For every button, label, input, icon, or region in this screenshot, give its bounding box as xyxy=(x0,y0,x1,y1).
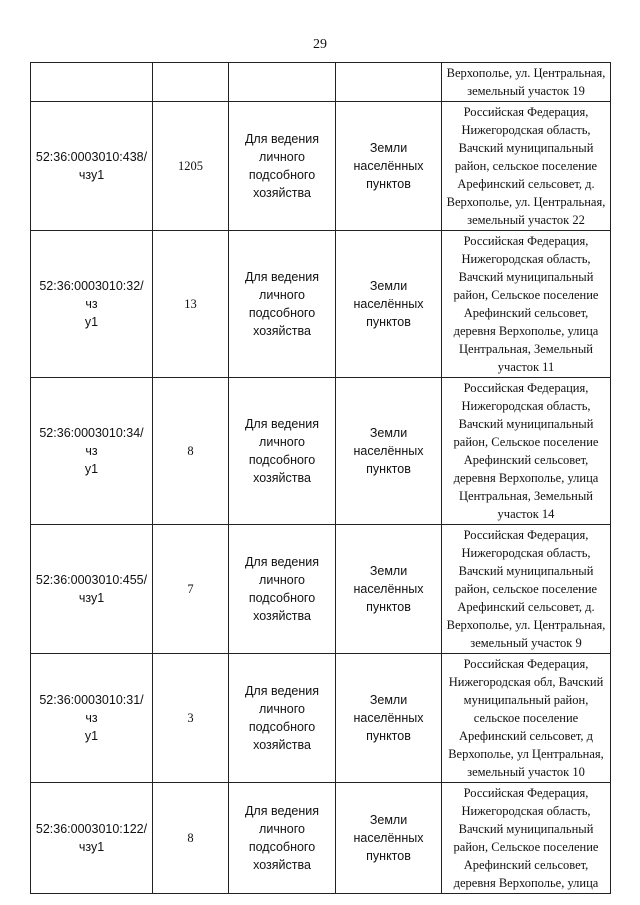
table-row xyxy=(31,525,611,654)
area-cell: 1205 xyxy=(153,102,229,231)
cadastral-number-cell xyxy=(31,63,153,102)
cadastral-number-line: 52:36:0003010:455/ xyxy=(35,573,148,587)
address-line: Нижегородская область, xyxy=(461,123,591,137)
permitted-use-line: Для ведения xyxy=(244,684,320,698)
land-category-line: Земли xyxy=(369,279,408,293)
address-line: Вачский муниципальный xyxy=(458,141,594,155)
permitted-use-line: Для ведения xyxy=(244,804,320,818)
land-category-cell xyxy=(336,783,442,894)
address-line: район, Сельское поселение xyxy=(453,435,599,449)
cadastral-number-line: 52:36:0003010:31/чз xyxy=(39,693,144,725)
permitted-use-line: подсобного xyxy=(248,453,316,467)
address-line: Нижегородская область, xyxy=(461,804,591,818)
permitted-use-cell xyxy=(229,63,336,102)
cadastral-number-cell xyxy=(31,378,153,525)
land-category-line: населённых xyxy=(353,831,424,845)
address-line: Российская Федерация, xyxy=(463,234,589,248)
address-line: земельный участок 19 xyxy=(467,84,585,98)
permitted-use-line: личного xyxy=(259,573,305,587)
land-category-line: пунктов xyxy=(366,849,411,863)
permitted-use-cell xyxy=(229,231,336,378)
land-category-cell xyxy=(336,102,442,231)
address-cell xyxy=(442,654,611,783)
area-cell xyxy=(153,63,229,102)
land-category-cell xyxy=(336,63,442,102)
address-line: Верхополье, ул Центральная, xyxy=(448,747,604,761)
cadastral-number-line: у1 xyxy=(84,729,99,743)
table-row xyxy=(31,231,611,378)
cadastral-number-line: у1 xyxy=(84,462,99,476)
address-cell xyxy=(442,63,611,102)
cadastral-number-line: чзу1 xyxy=(78,840,105,854)
permitted-use-line: подсобного xyxy=(248,306,316,320)
land-category-line: Земли xyxy=(369,564,408,578)
address-cell xyxy=(442,783,611,894)
permitted-use-cell xyxy=(229,525,336,654)
land-category-line: пунктов xyxy=(366,729,411,743)
address-line: земельный участок 22 xyxy=(467,213,585,227)
address-line: Арефинский сельсовет, xyxy=(463,306,589,320)
address-line: Нижегородская область, xyxy=(461,546,591,560)
address-line: район, сельское поселение xyxy=(454,159,598,173)
area-cell: 8 xyxy=(153,783,229,894)
permitted-use-line: хозяйства xyxy=(253,738,311,752)
permitted-use-line: Для ведения xyxy=(244,555,320,569)
address-line: район, сельское поселение xyxy=(454,582,598,596)
permitted-use-line: Для ведения xyxy=(244,270,320,284)
permitted-use-cell xyxy=(229,102,336,231)
cadastral-number-line: чзу1 xyxy=(78,168,105,182)
land-category-line: населённых xyxy=(353,159,424,173)
address-line: Вачский муниципальный xyxy=(458,417,594,431)
table-row xyxy=(31,654,611,783)
permitted-use-line: личного xyxy=(259,435,305,449)
address-line: Нижегородская обл, Вачский xyxy=(448,675,604,689)
address-line: участок 11 xyxy=(497,360,555,374)
area-cell: 13 xyxy=(153,231,229,378)
cadastral-number-line: 52:36:0003010:34/чз xyxy=(39,426,144,458)
address-line: район, Сельское поселение xyxy=(453,840,599,854)
page-number: 29 xyxy=(313,37,327,52)
land-category-line: пунктов xyxy=(366,177,411,191)
area-cell: 8 xyxy=(153,378,229,525)
land-category-line: Земли xyxy=(369,426,408,440)
cadastral-number-line: у1 xyxy=(84,315,99,329)
land-category-cell xyxy=(336,231,442,378)
address-line: Вачский муниципальный xyxy=(458,822,594,836)
address-line: Вачский муниципальный xyxy=(458,270,594,284)
address-line: деревня Верхополье, улица xyxy=(453,471,599,485)
cadastral-number-line: 52:36:0003010:438/ xyxy=(35,150,148,164)
cadastral-number-cell xyxy=(31,654,153,783)
land-category-line: населённых xyxy=(353,711,424,725)
cadastral-number-cell xyxy=(31,783,153,894)
cadastral-number-line: 52:36:0003010:32/чз xyxy=(39,279,144,311)
land-category-line: пунктов xyxy=(366,600,411,614)
permitted-use-line: личного xyxy=(259,822,305,836)
address-line: Центральная, Земельный xyxy=(459,342,593,356)
address-line: Нижегородская область, xyxy=(461,252,591,266)
address-cell xyxy=(442,231,611,378)
cadastral-number-cell xyxy=(31,102,153,231)
table-row xyxy=(31,63,611,102)
table-row xyxy=(31,378,611,525)
address-line: Российская Федерация, xyxy=(463,381,589,395)
area-cell: 3 xyxy=(153,654,229,783)
land-category-cell xyxy=(336,378,442,525)
land-category-line: Земли xyxy=(369,813,408,827)
address-line: Арефинский сельсовет, xyxy=(463,453,589,467)
address-line: район, Сельское поселение xyxy=(453,288,599,302)
permitted-use-line: личного xyxy=(259,702,305,716)
address-cell xyxy=(442,525,611,654)
area-cell: 7 xyxy=(153,525,229,654)
address-line: Арефинский сельсовет, д. xyxy=(457,600,595,614)
permitted-use-line: личного xyxy=(259,288,305,302)
address-line: Российская Федерация, xyxy=(463,105,589,119)
cadastral-number-cell xyxy=(31,231,153,378)
land-category-line: пунктов xyxy=(366,315,411,329)
address-line: Нижегородская область, xyxy=(461,399,591,413)
address-line: земельный участок 9 xyxy=(470,636,582,650)
permitted-use-line: хозяйства xyxy=(253,324,311,338)
permitted-use-line: Для ведения xyxy=(244,132,320,146)
address-line: Арефинский сельсовет, д. xyxy=(457,177,595,191)
table-row xyxy=(31,783,611,894)
land-category-line: населённых xyxy=(353,297,424,311)
permitted-use-cell xyxy=(229,654,336,783)
land-category-line: Земли xyxy=(369,141,408,155)
land-category-line: населённых xyxy=(353,582,424,596)
address-line: Российская Федерация, xyxy=(463,786,589,800)
land-category-line: Земли xyxy=(369,693,408,707)
address-line: Российская Федерация, xyxy=(463,528,589,542)
permitted-use-cell xyxy=(229,783,336,894)
address-line: деревня Верхополье, улица xyxy=(453,324,599,338)
permitted-use-line: подсобного xyxy=(248,840,316,854)
cadastral-number-line: чзу1 xyxy=(78,591,105,605)
permitted-use-cell xyxy=(229,378,336,525)
permitted-use-line: подсобного xyxy=(248,591,316,605)
land-category-line: населённых xyxy=(353,444,424,458)
address-line: Вачский муниципальный xyxy=(458,564,594,578)
table-row xyxy=(31,102,611,231)
address-line: Российская Федерация, xyxy=(463,657,589,671)
cadastral-number-cell xyxy=(31,525,153,654)
address-cell xyxy=(442,102,611,231)
address-line: Центральная, Земельный xyxy=(459,489,593,503)
permitted-use-line: подсобного xyxy=(248,168,316,182)
permitted-use-line: Для ведения xyxy=(244,417,320,431)
permitted-use-line: личного xyxy=(259,150,305,164)
address-cell xyxy=(442,378,611,525)
address-line: Верхополье, ул. Центральная, xyxy=(446,66,606,80)
address-line: Верхополье, ул. Центральная, xyxy=(446,618,606,632)
land-category-cell xyxy=(336,654,442,783)
permitted-use-line: хозяйства xyxy=(253,186,311,200)
address-line: земельный участок 10 xyxy=(467,765,585,779)
address-line: участок 14 xyxy=(497,507,555,521)
land-plots-table xyxy=(30,62,611,894)
address-line: Арефинский сельсовет, д xyxy=(458,729,594,743)
land-category-cell xyxy=(336,525,442,654)
address-line: муниципальный район, xyxy=(463,693,589,707)
land-category-line: пунктов xyxy=(366,462,411,476)
permitted-use-line: подсобного xyxy=(248,720,316,734)
permitted-use-line: хозяйства xyxy=(253,858,311,872)
address-line: деревня Верхополье, улица xyxy=(453,876,599,890)
permitted-use-line: хозяйства xyxy=(253,609,311,623)
permitted-use-line: хозяйства xyxy=(253,471,311,485)
address-line: Арефинский сельсовет, xyxy=(463,858,589,872)
address-line: Верхополье, ул. Центральная, xyxy=(446,195,606,209)
cadastral-number-line: 52:36:0003010:122/ xyxy=(35,822,148,836)
address-line: сельское поселение xyxy=(473,711,579,725)
